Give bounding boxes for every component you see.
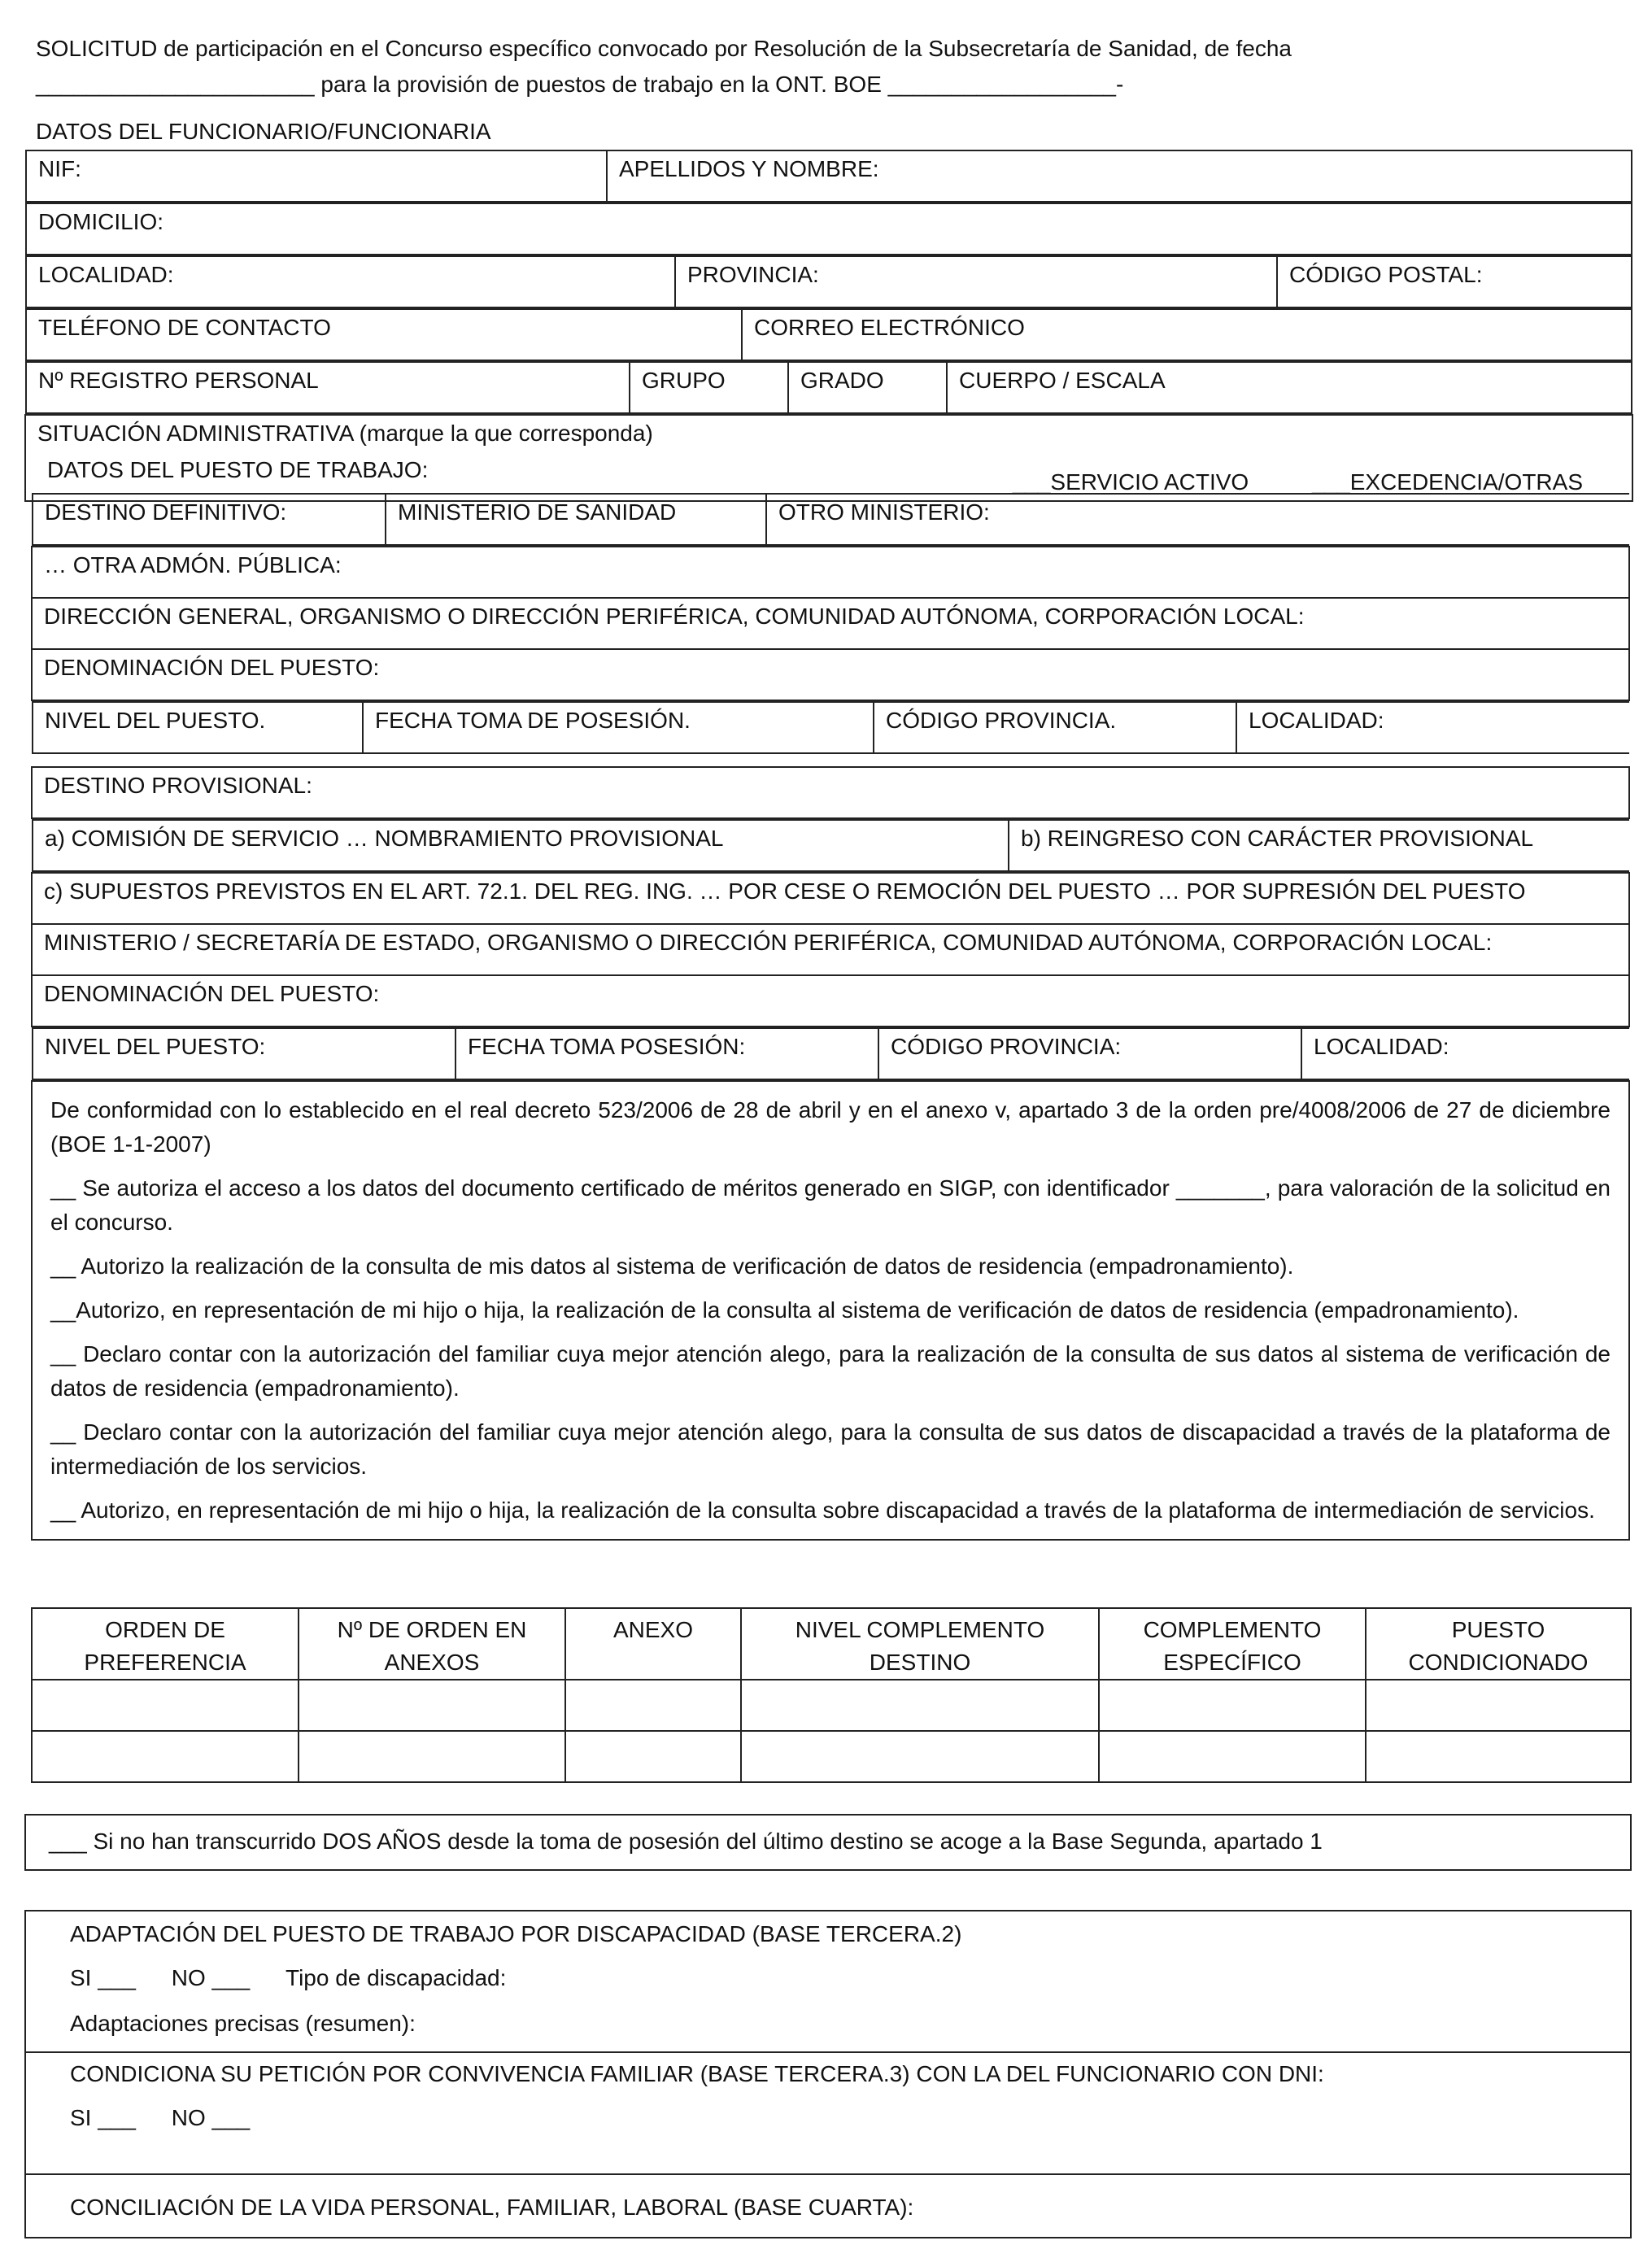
supuestos-option[interactable]: c) SUPUESTOS PREVISTOS EN EL ART. 72.1. DEL REG. ING. … POR CESE O REMOCIÓN DEL PUESTO … POR SUPRESIÓN DEL PUESTO	[32, 873, 1629, 924]
header-anexo: ANEXO	[565, 1608, 741, 1680]
pref-cell[interactable]	[32, 1731, 299, 1782]
codigo-postal-field[interactable]: CÓDIGO POSTAL:	[1277, 256, 1632, 307]
header-puesto-condicionado: PUESTO CONDICIONADO	[1366, 1608, 1631, 1680]
condiciona-no[interactable]: NO ___	[171, 2105, 251, 2130]
header-numero-orden: Nº DE ORDEN EN ANEXOS	[299, 1608, 565, 1680]
section-title-puesto: DATOS DEL PUESTO DE TRABAJO:	[47, 457, 429, 482]
pref-cell[interactable]	[1366, 1731, 1631, 1782]
fecha-toma-posesion-field[interactable]: FECHA TOMA DE POSESIÓN.	[363, 702, 874, 753]
pref-cell[interactable]	[1366, 1680, 1631, 1731]
codigo-provincia-provisional-field[interactable]: CÓDIGO PROVINCIA:	[878, 1028, 1301, 1079]
base-segunda-box	[24, 1814, 1632, 1871]
row-localidad	[25, 255, 1632, 308]
direccion-general-field[interactable]: DIRECCIÓN GENERAL, ORGANISMO O DIRECCIÓN PERIFÉRICA, COMUNIDAD AUTÓNOMA, CORPORACIÓN LOCAL:	[32, 598, 1629, 649]
destino-provisional-label: DESTINO PROVISIONAL:	[32, 767, 1629, 818]
localidad-puesto-field[interactable]: LOCALIDAD:	[1236, 702, 1629, 753]
denominacion-puesto-field[interactable]: DENOMINACIÓN DEL PUESTO:	[32, 649, 1629, 700]
fecha-provisional-field[interactable]: FECHA TOMA POSESIÓN:	[455, 1028, 878, 1079]
localidad-provisional-field[interactable]: LOCALIDAD:	[1301, 1028, 1629, 1079]
intro-end: -	[1115, 72, 1124, 97]
conciliacion-field[interactable]: CONCILIACIÓN DE LA VIDA PERSONAL, FAMILIAR, LABORAL (BASE CUARTA):	[70, 2195, 914, 2220]
codigo-provincia-field[interactable]: CÓDIGO PROVINCIA.	[874, 702, 1236, 753]
adaptacion-title: ADAPTACIÓN DEL PUESTO DE TRABAJO POR DISCAPACIDAD (BASE TERCERA.2)	[70, 1921, 962, 1946]
consent-item[interactable]: __ Se autoriza el acceso a los datos del documento certificado de méritos generado en SIGP, con identificador _______, para valoración de la solicitud en el concurso.	[50, 1175, 1611, 1235]
row-destino-definitivo	[32, 493, 1629, 546]
intro-text: para la provisión de puestos de trabajo en la ONT. BOE	[314, 72, 888, 97]
destino-definitivo-label: DESTINO DEFINITIVO:	[33, 494, 386, 545]
row-nivel-provisional	[32, 1027, 1629, 1080]
consent-item[interactable]: __Autorizo, en representación de mi hijo o hija, la realización de la consulta al sistema de verificación de datos de residencia (empadronamiento).	[50, 1297, 1519, 1323]
pref-cell[interactable]	[1099, 1680, 1366, 1731]
ministerio-sanidad-option[interactable]: MINISTERIO DE SANIDAD	[386, 494, 766, 545]
correo-field[interactable]: CORREO ELECTRÓNICO	[742, 309, 1632, 360]
localidad-field[interactable]: LOCALIDAD:	[26, 256, 675, 307]
divider	[26, 2051, 1630, 2053]
reingreso-option[interactable]: b) REINGRESO CON CARÁCTER PROVISIONAL	[1009, 820, 1629, 871]
boe-blank[interactable]: __________________	[887, 72, 1116, 97]
condiciona-label[interactable]: CONDICIONA SU PETICIÓN POR CONVIVENCIA FAMILIAR (BASE TERCERA.3) CON LA DEL FUNCIONARIO CON DNI:	[70, 2061, 1324, 2086]
pref-cell[interactable]	[299, 1680, 565, 1731]
pref-cell[interactable]	[741, 1680, 1099, 1731]
fecha-blank[interactable]: ______________________	[36, 72, 315, 97]
provisional-table	[31, 766, 1630, 1541]
nif-field[interactable]: NIF:	[26, 150, 607, 202]
condiciona-si[interactable]: SI ___	[70, 2105, 136, 2130]
intro-line-2	[36, 67, 1615, 102]
preferences-row	[32, 1731, 1631, 1782]
otra-admon-field[interactable]: … OTRA ADMÓN. PÚBLICA:	[32, 547, 1629, 598]
adaptacion-no[interactable]: NO ___	[171, 1965, 251, 1990]
servicio-activo-option[interactable]: ___SERVICIO ACTIVO	[1012, 469, 1249, 495]
apellidos-field[interactable]: APELLIDOS Y NOMBRE:	[607, 150, 1632, 202]
denominacion-provisional-field[interactable]: DENOMINACIÓN DEL PUESTO:	[32, 975, 1629, 1027]
adaptacion-si-no	[70, 1965, 506, 1991]
row-nivel	[32, 701, 1629, 754]
adaptaciones-field[interactable]: Adaptaciones precisas (resumen):	[70, 2011, 416, 2036]
pref-cell[interactable]	[299, 1731, 565, 1782]
consent-item[interactable]: __ Declaro contar con la autorización del familiar cuya mejor atención alego, para la consulta de sus datos de discapacidad a través de la plataforma de intermediación de los servicios.	[50, 1419, 1611, 1479]
situacion-options	[956, 469, 1583, 495]
section-title-funcionario: DATOS DEL FUNCIONARIO/FUNCIONARIA	[36, 119, 491, 144]
header-orden-preferencia: ORDEN DE PREFERENCIA	[32, 1608, 299, 1680]
consent-intro: De conformidad con lo establecido en el real decreto 523/2006 de 28 de abril y en el anexo v, apartado 3 de la orden pre/4008/2006 de 27 de diciembre (BOE 1-1-2007)	[50, 1097, 1611, 1157]
intro-paragraph	[36, 31, 1615, 102]
domicilio-field[interactable]: DOMICILIO:	[26, 203, 1632, 255]
adaptacion-si[interactable]: SI ___	[70, 1965, 136, 1990]
ministerio-provisional-field[interactable]: MINISTERIO / SECRETARÍA DE ESTADO, ORGANISMO O DIRECCIÓN PERIFÉRICA, COMUNIDAD AUTÓNOMA, CORPORACIÓN LOCAL:	[32, 924, 1629, 975]
situacion-label: SITUACIÓN ADMINISTRATIVA (marque la que corresponda)	[37, 421, 653, 446]
nivel-provisional-field[interactable]: NIVEL DEL PUESTO:	[33, 1028, 455, 1079]
base-segunda-option[interactable]: ___ Si no han transcurrido DOS AÑOS desde la toma de posesión del último destino se acoge a la Base Segunda, apartado 1	[49, 1829, 1323, 1854]
final-box	[24, 1910, 1632, 2238]
preferences-header-row	[32, 1608, 1631, 1680]
excedencia-option[interactable]: ___EXCEDENCIA/OTRAS	[1312, 469, 1583, 495]
preferences-table	[31, 1607, 1632, 1783]
condiciona-si-no	[70, 2105, 250, 2131]
divider	[26, 2173, 1630, 2175]
funcionario-table	[24, 150, 1633, 502]
grado-field[interactable]: GRADO	[788, 362, 947, 413]
nivel-puesto-field[interactable]: NIVEL DEL PUESTO.	[33, 702, 363, 753]
pref-cell[interactable]	[565, 1731, 741, 1782]
pref-cell[interactable]	[32, 1680, 299, 1731]
row-contacto	[25, 308, 1632, 361]
registro-field[interactable]: Nº REGISTRO PERSONAL	[26, 362, 630, 413]
header-complemento-especifico: COMPLEMENTO ESPECÍFICO	[1099, 1608, 1366, 1680]
pref-cell[interactable]	[565, 1680, 741, 1731]
pref-cell[interactable]	[741, 1731, 1099, 1782]
consent-item[interactable]: __ Autorizo, en representación de mi hijo o hija, la realización de la consulta sobre discapacidad a través de la plataforma de intermediación de servicios.	[50, 1497, 1595, 1523]
comision-servicio-option[interactable]: a) COMISIÓN DE SERVICIO … NOMBRAMIENTO PROVISIONAL	[33, 820, 1009, 871]
otro-ministerio-field[interactable]: OTRO MINISTERIO:	[766, 494, 1629, 545]
header-nivel-complemento: NIVEL COMPLEMENTO DESTINO	[741, 1608, 1099, 1680]
consent-item[interactable]: __ Declaro contar con la autorización del familiar cuya mejor atención alego, para la realización de la consulta de sus datos al sistema de verificación de datos de residencia (empadronamiento).	[50, 1341, 1611, 1401]
pref-cell[interactable]	[1099, 1731, 1366, 1782]
row-domicilio	[25, 203, 1632, 255]
provincia-field[interactable]: PROVINCIA:	[675, 256, 1277, 307]
tipo-discapacidad-field[interactable]: Tipo de discapacidad:	[286, 1965, 507, 1990]
grupo-field[interactable]: GRUPO	[630, 362, 788, 413]
row-nif	[25, 150, 1632, 203]
row-provisional-ab	[32, 819, 1629, 872]
consent-item[interactable]: __ Autorizo la realización de la consulta de mis datos al sistema de verificación de datos de residencia (empadronamiento).	[50, 1253, 1294, 1279]
puesto-table	[31, 493, 1630, 754]
telefono-field[interactable]: TELÉFONO DE CONTACTO	[26, 309, 742, 360]
consent-block	[32, 1081, 1629, 1540]
intro-line-1: SOLICITUD de participación en el Concurso específico convocado por Resolución de la Subsecretaría de Sanidad, de fecha	[36, 36, 1292, 61]
row-registro	[25, 361, 1632, 414]
cuerpo-field[interactable]: CUERPO / ESCALA	[947, 362, 1632, 413]
preferences-row	[32, 1680, 1631, 1731]
